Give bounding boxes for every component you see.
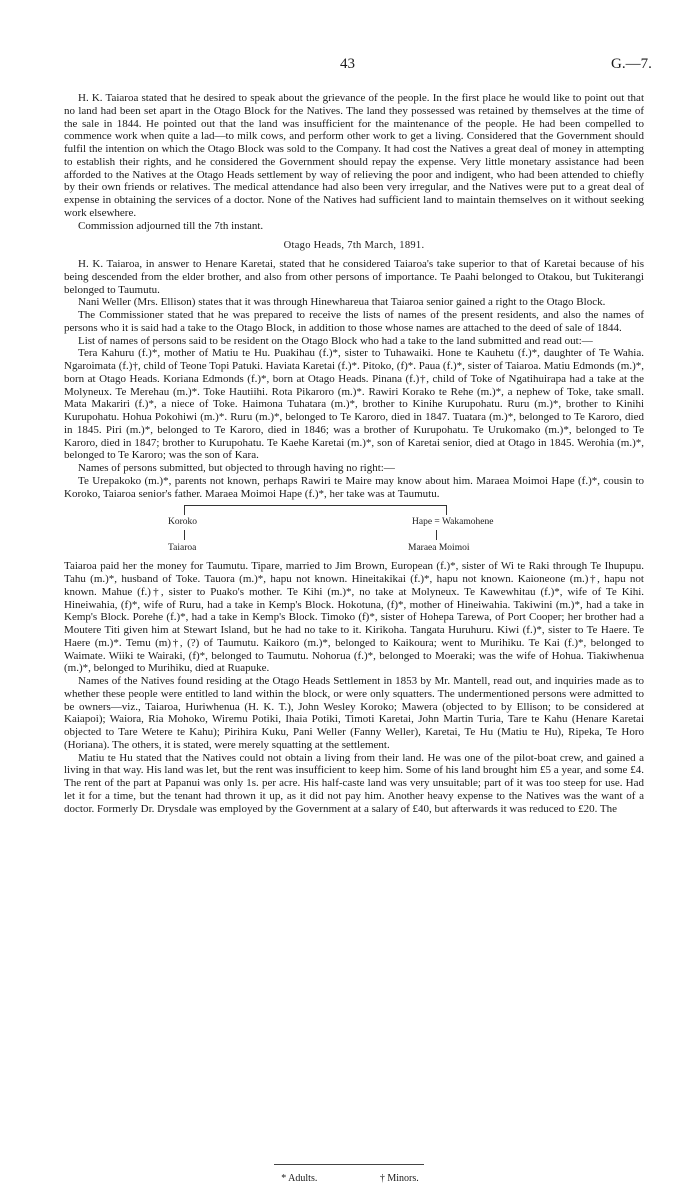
paragraph: Commission adjourned till the 7th instant. [78,219,264,232]
paragraph: Nani Weller (Mrs. Ellison) states that it was through Hinewhareua that Taiaroa senior gained a right to the Otago Block. [78,296,606,309]
genealogy-connector [446,505,447,515]
paragraph: Names of the Natives found residing at the Otago Heads Settlement in 1853 by Mr. Mantell, read out, and inquiries made as to whether these people were entitled to land within the block, or were only squatters. The undermentioned persons were admitted to be owners—viz., Taiaroa, Huriwhenua (H. K. T.), John Wesley Koroko; Mawera (objected to by Ellison; to be considered at Kaiapoi); Waiora, Ria Mohoko, Wiremu Potiki, Ihaia Potiki, Timoti Karetai, John Martin Turia, Tare te Kahu (Henare Karetai objected to Tare Wetere te Kahu); Pirihira Kuku, Pani Weller (Fanny Weller), Karetai, Te Hu (Matiu te Hu), Ripeka, Te Horo (Horiana). The others, it is stated, were merely squatting at the settlement. [64,675,644,751]
genealogy-connector [184,505,185,515]
genealogy-connector [436,530,437,540]
genealogy-diagram [64,502,644,560]
footnote-minors: † Minors. [379,1173,419,1184]
genealogy-connector [184,530,185,540]
dateline: Otago Heads, 7th March, 1891. [283,240,425,252]
genealogy-left-bottom: Taiaroa [168,543,197,554]
genealogy-right-bottom: Maraea Moimoi [408,543,470,554]
paragraph: The Commissioner stated that he was prepared to receive the lists of names of the present residents, and also the names of persons who it is said had a take to the Otago Block, in addition to those whose names are attached to the deed of sale of 1844. [64,309,644,334]
paragraph: Tera Kahuru (f.)*, mother of Matiu te Hu. Puakihau (f.)*, sister to Tuhawaiki. Hone te Kauhetu (f.)*, daughter of Te Wahia. Ngaroimata (f.)†, child of Teone Topi Patuki. Haviata Karetai (f.)*. Pitoko, (f)*. Paua (f.)*, sister of Taiaroa. Matiu Edmonds (m.)*, born at Otago Heads. Koriana Edmonds (f.)*, born at Otago Heads. Pinana (f.)†, child of Toke of Ngatihuirapa had a take at the Molyneux. Te Merehau (m.)*. Toke Hautiihi. Rota Pikaroro (m.)*. Rawiri Korako te Rehe (m.)*, a nephew of Toke, take small. Mata Makariri (f.)*, a niece of Toke. Haimona Tuhatara (m.)*, brother to Kinihe Kurupohatu. Ruru (m.)*, brother to Kinihi Kurupohatu. Hohua Pokohiwi (m.)*. Ruru (m.)*, belonged to Te Karoro, died in 1847. Tuatara (m.)*, belonged to Te Karoro, died in 1845. Piri (m.)*, belonged to Te Karoro, died in 1846; was a brother of Kurupohatu. Te Urukomako (m.)*, belonged to Te Karoro, died in 1847; brother to Kurupohatu. Te Kaehe Karetai (m.)*, son of Karetai senior, died at Otago in 1845. Werohia (m.)*, belonged to Te Karoro; was the son of Kara. [64,347,644,462]
paragraph: H. K. Taiaroa, in answer to Henare Karetai, stated that he considered Taiaroa's take superior to that of Karetai because of his being descended from the elder brother, and also from other persons of importance. Te Paahi belonged to Otakou, but Tukiterangi belonged to Taumutu. [64,258,644,296]
paragraph: Taiaroa paid her the money for Taumutu. Tipare, married to Jim Brown, European (f.)*, sister of Wi te Raki through Te Ihupupu. Tahu (m.)*, husband of Toke. Tauora (m.)*, hapu not known. Hineitakikai (f.)*, hapu not known. Kaioneone (m.)†, hapu not known. Mahue (f.)†, sister to Puako's mother. Te Kihi (m.)*, no take at Molyneux. Te Kawewhitau (f.)*, wife of Te Kihi. Hineiwahia, (f)*, wife of Ruru, had a take in Kemp's Block. Hokotuna, (f)*, mother of Hineiwahia. Takiwini (m.)*, had a take in Kemp's Block. Porehe (f.)*, had a take in Kemp's Block. Timoko (f)*, sister of Hohepa Tarewa, of Port Cooper; her brother had a Moutere Titi given him at Stewart Island, but he had no take to it. Kirikoha. Tangata Huruhuru. Kiwi (f.)*, sister to Te Haere. Te Haere (m.)*. Temu (m)†, (?) of Taumutu. Kaikoro (m.)*, belonged to Kaikoura; went to Murihiku. Te Kai (f.)*, belonged to Waimate. Wiiki te Wairaki, (f)*, belonged to Taumutu. Nohorua (f.)*, belonged to Moeraki; was the wife of Hohua. Tiakiwhenua (m.)*, belonged to Murihiku, died at Ruapuke. [64,560,644,675]
document-reference: G.—7. [611,56,652,72]
body-text [64,92,644,815]
paragraph: H. K. Taiaroa stated that he desired to speak about the grievance of the people. In the first place he would like to point out that no land had been set apart in the Otago Block for the Natives. The land they possessed was retained by themselves at the time of the sale in 1844. He pointed out that the land was insufficient for the maintenance of the people. He had been compelled to commence work when quite a lad—to milk cows, and perform other work to get a living. Considered that the Government should fulfil the intention on which the Otago Block was sold to the Company. It had cost the Natives a great deal of money in attempting to establish their rights, and he considered the Government should repay the expense. Very little monetary assistance had been afforded to the Natives at the Otago Heads settlement by way of relieving the poor and indigent, who had been attended to chiefly by their own friends or relatives. The medical attendance had also been very irregular, and the Natives were put to a great deal of expense in obtaining the services of a doctor. None of the Natives had sufficient land to maintain themselves on it without seeking work elsewhere. [64,92,644,219]
paragraph: Names of persons submitted, but objected to through having no right:— [78,462,395,474]
footnote-adults: * Adults. [281,1173,318,1184]
genealogy-connector [184,505,446,506]
genealogy-right-top: Hape = Wakamohene [412,517,494,528]
page-number: 43 [340,56,355,72]
footnote-rule [274,1164,424,1165]
footnotes [0,1173,700,1184]
paragraph: List of names of persons said to be resident on the Otago Block who had a take to the land submitted and read out:— [78,334,593,347]
paragraph: Matiu te Hu stated that the Natives could not obtain a living from their land. He was one of the pilot-boat crew, and gained a living in that way. His land was let, but the rent was insufficient to keep him. Some of his land brought him £5 a year, and some £4. The rent of the part at Papanui was only 1s. per acre. His half-caste land was very unsuitable; part of it was too steep for use. Had let it for a time, but the tenant had thrown it up, as it did not pay him. Another heavy expense to the Natives was the want of a doctor. Formerly Dr. Drysdale was employed by the Government at a salary of £40, but afterwards it was reduced to £20. The [64,751,644,815]
paragraph: Te Urepakoko (m.)*, parents not known, perhaps Rawiri te Maire may know about him. Maraea Moimoi Hape (f.)*, cousin to Koroko, Taiaroa senior's father. Maraea Moimoi Hape (f.)*, her take was at Taumutu. [64,474,644,500]
genealogy-left-top: Koroko [168,517,198,528]
